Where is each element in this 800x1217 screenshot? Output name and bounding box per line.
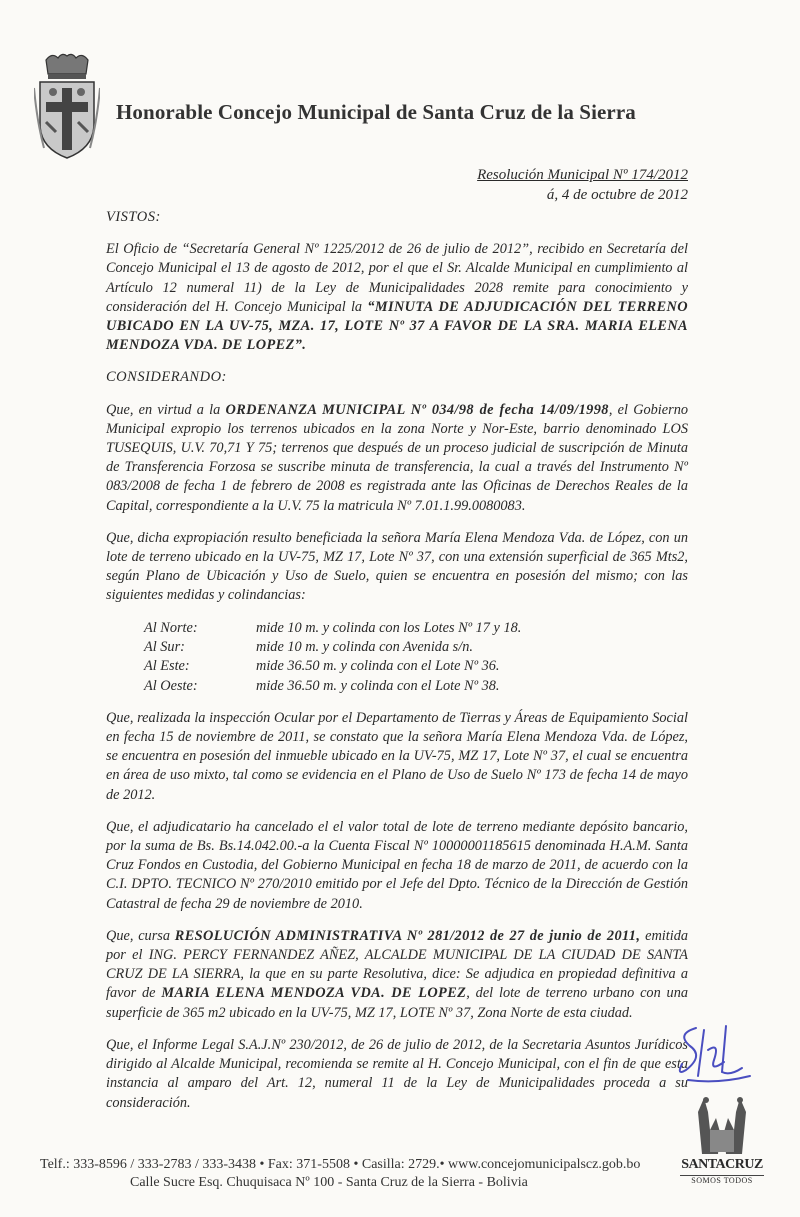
considerando-paragraph-4: Que, el adjudicatario ha cancelado el el valor total de lote de terreno mediante depósito bancario, por la suma de Bs. Bs.14.042.00.-a la Cuenta Fiscal Nº 10000001185615 denominada H.A.M. Santa Cruz Fondos en Custodia, del Gobierno Municipal en fecha 18 de marzo de 2011, de acuerdo con la C.I. DPTO. TECNICO Nº 270/2010 emitido por el Jefe del Dpto. Técnico de la Dirección de Gestión Catastral de fecha 29 de noviembre de 2010. bbox=[106, 818, 688, 912]
paragraph-text: Que, en virtud a la bbox=[106, 401, 226, 418]
document-body bbox=[106, 208, 688, 1126]
paragraph-text: Que, cursa bbox=[106, 927, 175, 944]
footer-address: Calle Sucre Esq. Chuquisaca Nº 100 - Santa Cruz de la Sierra - Bolivia bbox=[130, 1175, 528, 1190]
vistos-paragraph bbox=[106, 240, 688, 355]
boundary-direction: Al Este: bbox=[144, 658, 190, 675]
logo-name: SANTACRUZ bbox=[681, 1157, 763, 1172]
considerando-paragraph-1 bbox=[106, 401, 688, 516]
boundary-direction: Al Sur: bbox=[144, 638, 185, 655]
signature-mark bbox=[668, 1020, 758, 1090]
considerando-paragraph-2: Que, dicha expropiación resulto beneficiada la señora María Elena Mendoza Vda. de López, con un lote de terreno ubicado en la UV-75, MZ 17, Lote Nº 37, con una extensión superficial de 365 Mts2, según Plano de Ubicación y Uso de Suelo, quien se encuentra en posesión del mismo; con las siguientes medidas y colindancias: bbox=[106, 529, 688, 604]
organization-title: Honorable Concejo Municipal de Santa Cruz de la Sierra bbox=[116, 100, 636, 124]
vistos-text: El Oficio de “Secretaría General Nº 1225/2012 de 26 de julio de 2012”, recibido en Secretaría del Concejo Municipal el 13 de agosto de 2012, por el que el Sr. Alcalde Municipal en cumplimiento al Artículo 12 numeral 11) de la Ley de Municipalidades 2028 remite para conocimiento y consideración del H. Concejo Municipal la bbox=[106, 241, 688, 315]
footer bbox=[40, 1156, 640, 1192]
footer-contact: Telf.: 333-8596 / 333-2783 / 333-3438 • Fax: 371-5508 • Casilla: 2729.• www.concejomunicipalscz.gob.bo bbox=[40, 1157, 641, 1172]
vistos-heading: VISTOS: bbox=[106, 209, 161, 225]
boundary-row bbox=[144, 638, 521, 657]
resolution-reference: RESOLUCIÓN ADMINISTRATIVA Nº 281/2012 de 27 de junio de 2011, bbox=[174, 927, 641, 944]
resolution-date: á, 4 de octubre de 2012 bbox=[546, 187, 688, 203]
beneficiary-name: MARIA ELENA MENDOZA VDA. DE LOPEZ bbox=[161, 985, 467, 1002]
boundary-description: mide 36.50 m. y colinda con el Lote Nº 36. bbox=[256, 658, 500, 675]
resolution-header bbox=[477, 165, 688, 205]
ordinance-reference: ORDENANZA MUNICIPAL Nº 034/98 de fecha 14/09/1998 bbox=[225, 401, 609, 418]
boundary-row bbox=[144, 657, 521, 676]
considerando-paragraph-6: Que, el Informe Legal S.A.J.Nº 230/2012, de 26 de julio de 2012, de la Secretaria Asuntos Jurídicos dirigido al Alcalde Municipal, recomienda se remite al H. Concejo Municipal, con el fin de que esta instancia al amparo del Art. 12, numeral 11 de la Ley de Municipalidades proceda a su consideración. bbox=[106, 1036, 688, 1111]
considerando-heading: CONSIDERANDO: bbox=[106, 369, 227, 386]
boundary-direction: Al Norte: bbox=[144, 619, 198, 636]
boundary-description: mide 36.50 m. y colinda con el Lote Nº 38. bbox=[256, 677, 500, 694]
paragraph-text: , del lote de terreno urbano con una superficie de 365 m2 ubicado en la UV-75, MZ 17, LOTE Nº 37, Zona Norte de esta ciudad. bbox=[106, 985, 688, 1021]
paragraph-text: , el Gobierno Municipal expropio los terrenos ubicados en la zona Norte y Nor-Este, barrio denominado LOS TUSEQUIS, U.V. 70,71 Y 75; terrenos que después de un proceso judicial de suscripción de Minuta de Transferencia Forzosa se suscribe minuta de transferencia, la cual a través del Instrumento Nº 083/2008 de fecha 1 de febrero de 2008 es registrada ante las Oficinas de Derechos Reales de la Capital, correspondiente a la U.V. 75 la matricula Nº 7.01.1.99.0080083. bbox=[106, 401, 688, 514]
vistos-bold-text: “MINUTA DE ADJUDICACIÓN DEL TERRENO UBICADO EN LA UV-75, MZA. 17, LOTE Nº 37 A FAVOR DE LA SRA. MARIA ELENA MENDOZA VDA. DE LOPEZ”. bbox=[106, 298, 689, 354]
considerando-paragraph-5 bbox=[106, 927, 688, 1023]
paragraph-text: emitida por el ING. PERCY FERNANDEZ AÑEZ, ALCALDE MUNICIPAL DE LA CIUDAD DE SANTA CRUZ DE LA SIERRA, la que en su parte Resolutiva, dice: Se adjudica en propiedad definitiva a favor de bbox=[106, 927, 688, 1002]
considerando-paragraph-3: Que, realizada la inspección Ocular por el Departamento de Tierras y Áreas de Equipamiento Social en fecha 15 de noviembre de 2011, se constato que la señora María Elena Mendoza Vda. de López, se encuentra en posesión del inmueble ubicado en la UV-75, MZ 17, Lote Nº 37, el cual se encuentra en área de uso mixto, tal como se evidencia en el Plano de Uso de Suelo Nº 173 de fecha 14 de mayo de 2012. bbox=[106, 709, 688, 803]
boundary-row bbox=[144, 677, 521, 696]
boundary-description: mide 10 m. y colinda con los Lotes Nº 17 y 18. bbox=[256, 619, 522, 636]
boundary-description: mide 10 m. y colinda con Avenida s/n. bbox=[256, 638, 473, 655]
boundary-row bbox=[144, 619, 521, 638]
coat-of-arms-icon bbox=[34, 52, 100, 162]
boundaries-table bbox=[144, 619, 521, 696]
resolution-number: Resolución Municipal Nº 174/2012 bbox=[477, 167, 688, 183]
boundary-direction: Al Oeste: bbox=[144, 677, 198, 694]
logo-tagline: SOMOS TODOS bbox=[680, 1175, 764, 1185]
